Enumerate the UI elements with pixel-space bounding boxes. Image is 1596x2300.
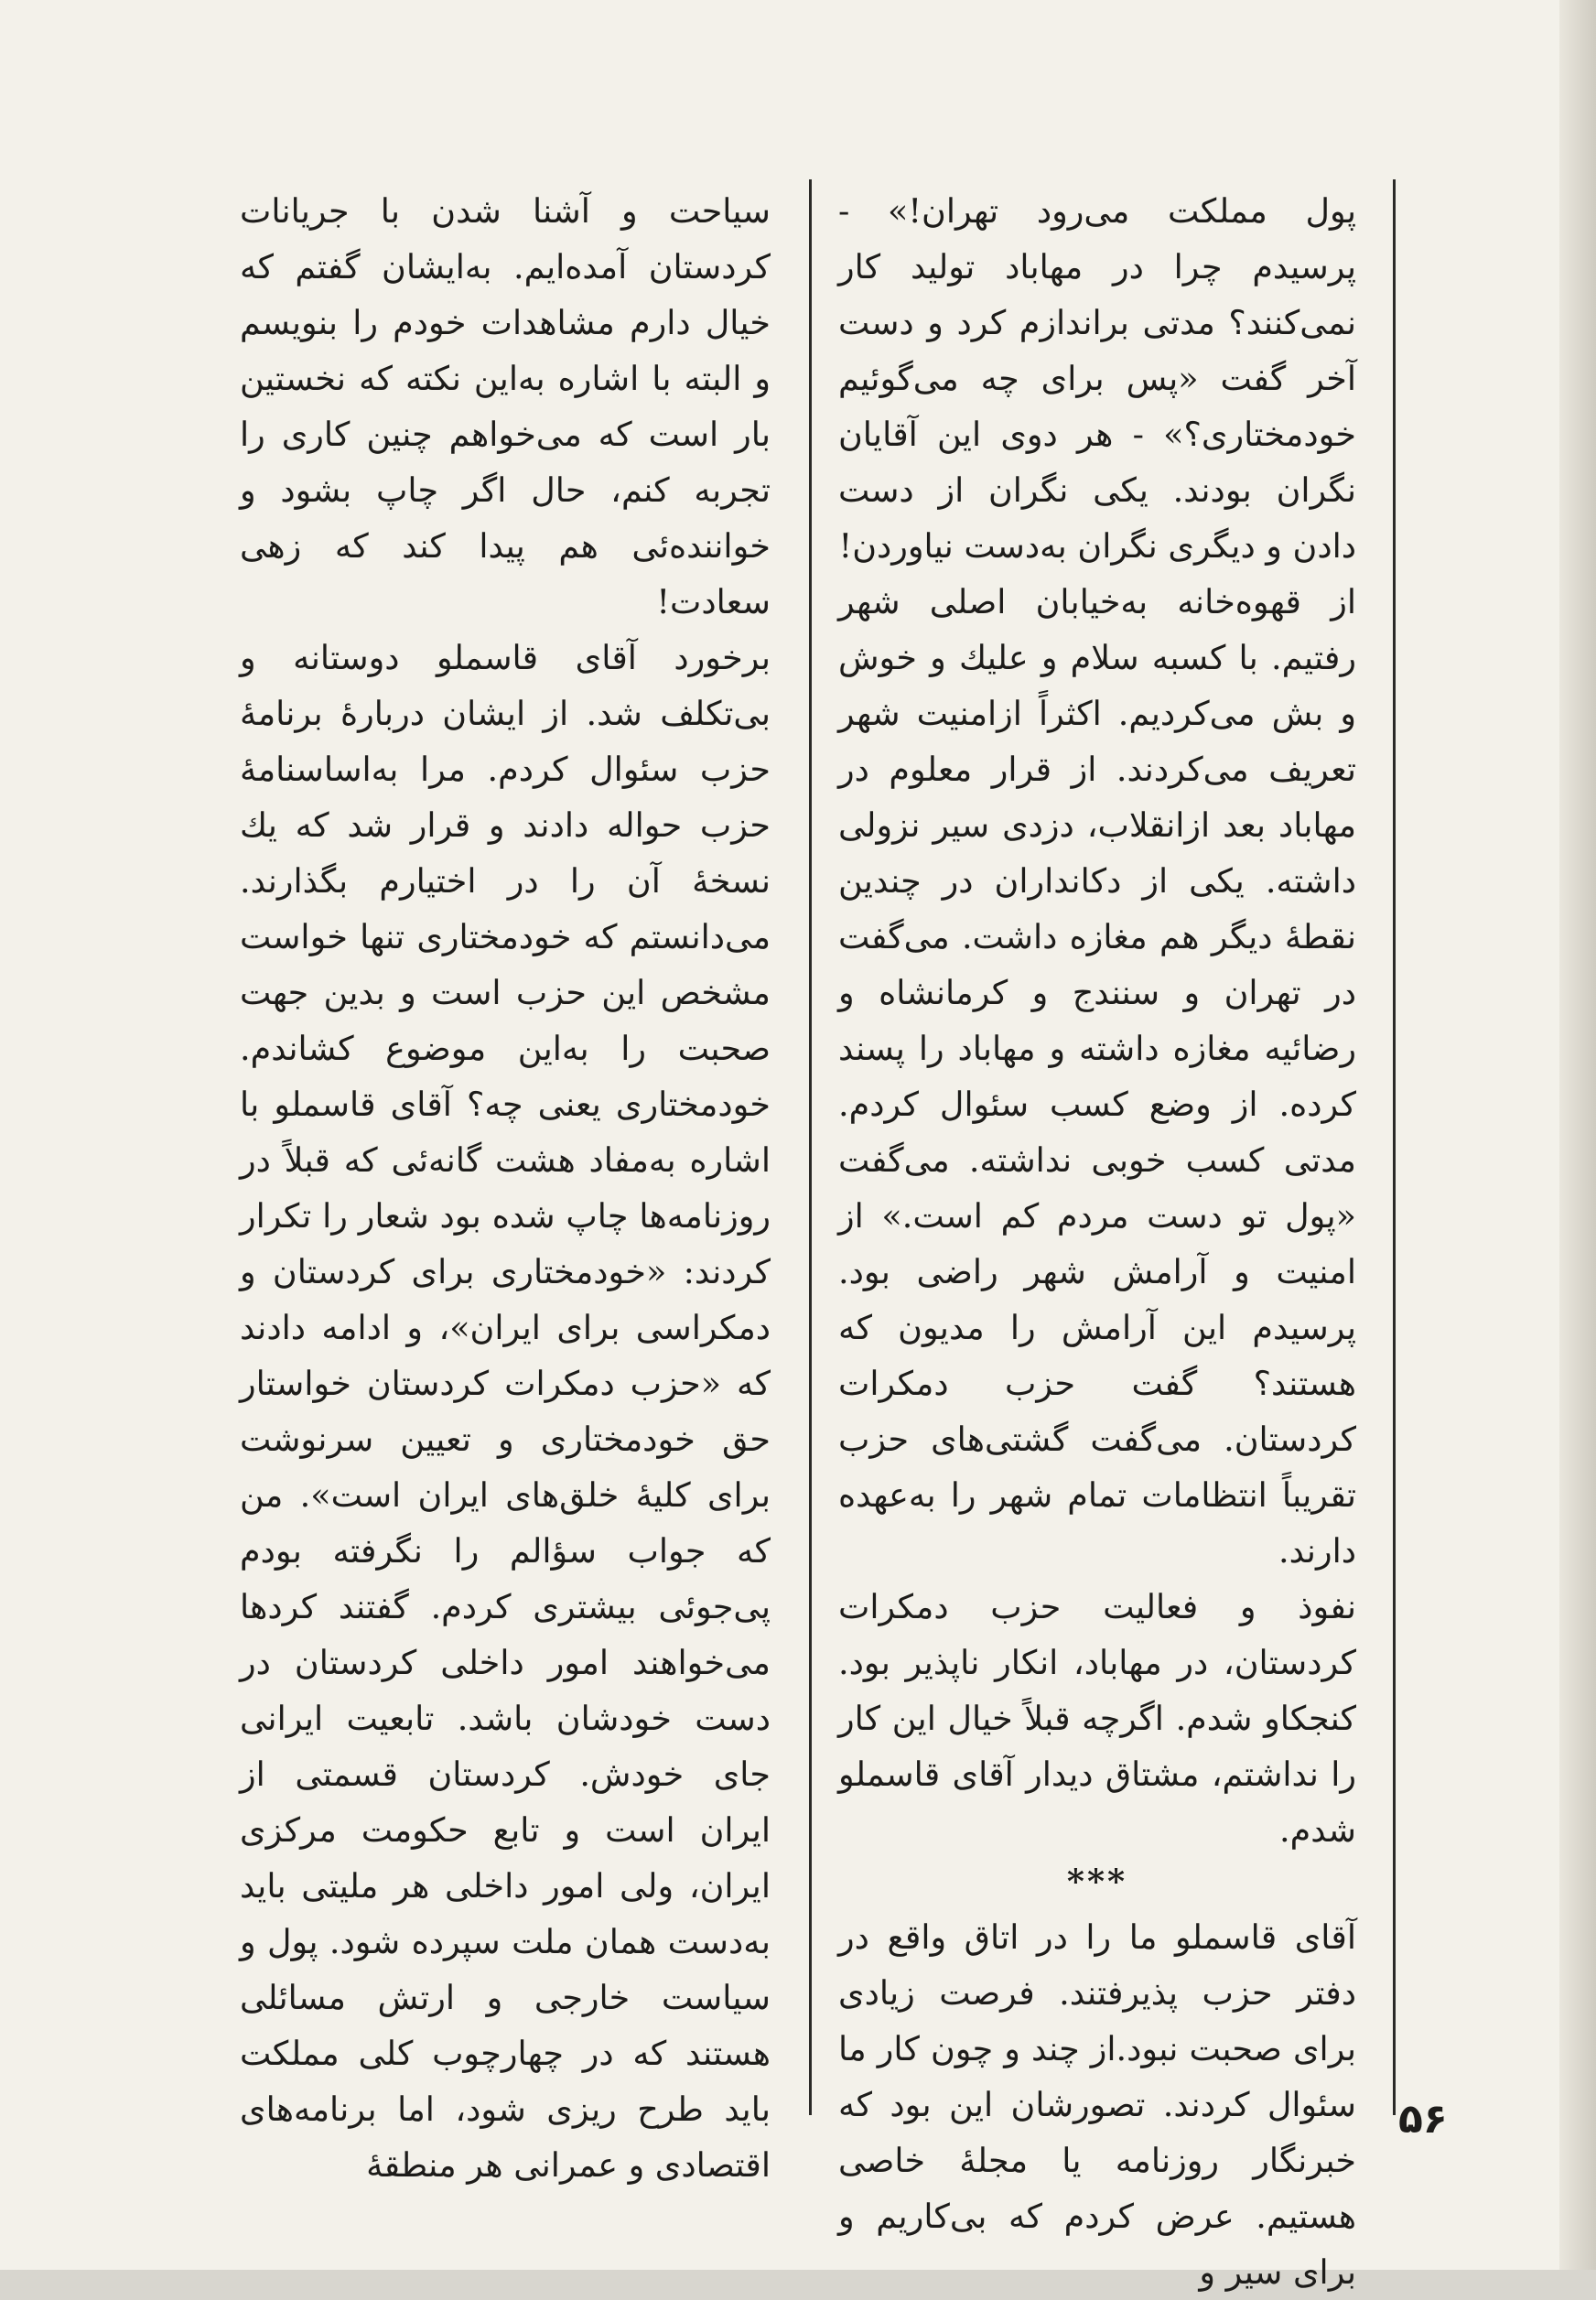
- paragraph: از قهوه‌خانه به‌خیابان اصلی شهر رفتیم. با کسبه سلام و علیك و خوش و بش می‌کردیم. اکثراً ازامنیت شهر تعریف می‌کردند. از قرار معلوم در مهاباد بعد ازانقلاب، دزدی سیر نزولی داشته. یکی از دکانداران در چندین نقطهٔ دیگر هم مغازه داشت. می‌گفت در تهران و سنندج و کرمانشاه و رضائیه مغازه داشته و مهاباد را پسند کرده. از وضع کسب سئوال کردم. مدتی کسب خوبی نداشته. می‌گفت «پول تو دست مردم کم است.» از امنیت و آرامش شهر راضی بود. پرسیدم این آرامش را مدیون که هستند؟ گفت حزب دمکرات کردستان. می‌گفت گشتی‌های حزب تقریباً انتظامات تمام شهر را به‌عهده دارند.: [838, 582, 1356, 1571]
- paragraph: نفوذ و فعالیت حزب دمکرات کردستان، در مهاباد، انکار ناپذیر بود. کنجکاو شدم. اگرچه قبلاً خیال این کار را نداشتم، مشتاق دیدار آقای قاسملو شدم.: [838, 1587, 1356, 1850]
- section-separator: ***: [1066, 1862, 1128, 1901]
- column-divider-rule: [809, 179, 812, 2115]
- right-margin-rule: [1393, 179, 1396, 2115]
- paragraph: سیاحت و آشنا شدن با جریانات کردستان آمده‌ایم. به‌ایشان گفتم که خیال دارم مشاهدات خودم را بنویسم و البته با اشاره به‌این نکته که نخستین بار است که می‌خواهم چنین کاری را تجربه کنم، حال اگر چاپ بشود و خواننده‌ئی هم پیدا کند که زهی سعادت!: [240, 191, 771, 621]
- paragraph: پول مملکت می‌رود تهران!» - پرسیدم چرا در مهاباد تولید کار نمی‌کنند؟ مدتی براندازم کرد و دست آخر گفت «پس برای چه می‌گوئیم خودمختاری؟» - هر دوی این آقایان نگران بودند. یکی نگران از دست دادن و دیگری نگران به‌دست نیاوردن!: [838, 191, 1356, 566]
- right-text-column: [838, 183, 1356, 2300]
- paragraph: آقای قاسملو ما را در اتاق واقع در دفتر حزب پذیرفتند. فرصت زیادی برای صحبت نبود.از چند و چون کار ما سئوال کردند. تصورشان این بود که خبرنگار روزنامه یا مجلهٔ خاصی هستیم. عرض کردم که بی‌کاریم و برای سیر و: [838, 1917, 1356, 2292]
- page-edge-shadow: [1559, 0, 1596, 2270]
- paragraph: برخورد آقای قاسملو دوستانه و بی‌تکلف شد. از ایشان دربارهٔ برنامهٔ حزب سئوال کردم. مرا به‌اساسنامهٔ حزب حواله دادند و قرار شد که یك نسخهٔ آن را در اختیارم بگذارند. می‌دانستم که خودمختاری تنها خواست مشخص این حزب است و بدین جهت صحبت را به‌این موضوع کشاندم. خودمختاری یعنی چه؟ آقای قاسملو با اشاره به‌مفاد هشت گانه‌ئی که قبلاً در روزنامه‌ها چاپ شده بود شعار را تکرار کردند: «خودمختاری برای کردستان و دمکراسی برای ایران»، و ادامه دادند که «حزب دمکرات کردستان خواستار حق خودمختاری و تعیین سرنوشت برای کلیهٔ خلق‌های ایران است». من که جواب سؤالم را نگرفته بودم پی‌جوئی بیشتری کردم. گفتند کردها می‌خواهند امور داخلی کردستان در دست خودشان باشد. تابعیت ایرانی جای خودش. کردستان قسمتی از ایران است و تابع حکومت مرکزی ایران، ولی امور داخلی هر ملیتی باید به‌دست همان ملت سپرده شود. پول و سیاست خارجی و ارتش مسائلی هستند که در چهارچوب کلی مملکت باید طرح ریزی شود، اما برنامه‌های اقتصادی و عمرانی هر منطقهٔ: [240, 638, 771, 2185]
- left-text-column: [240, 183, 771, 2193]
- page-number: ۵۶: [1398, 2096, 1448, 2143]
